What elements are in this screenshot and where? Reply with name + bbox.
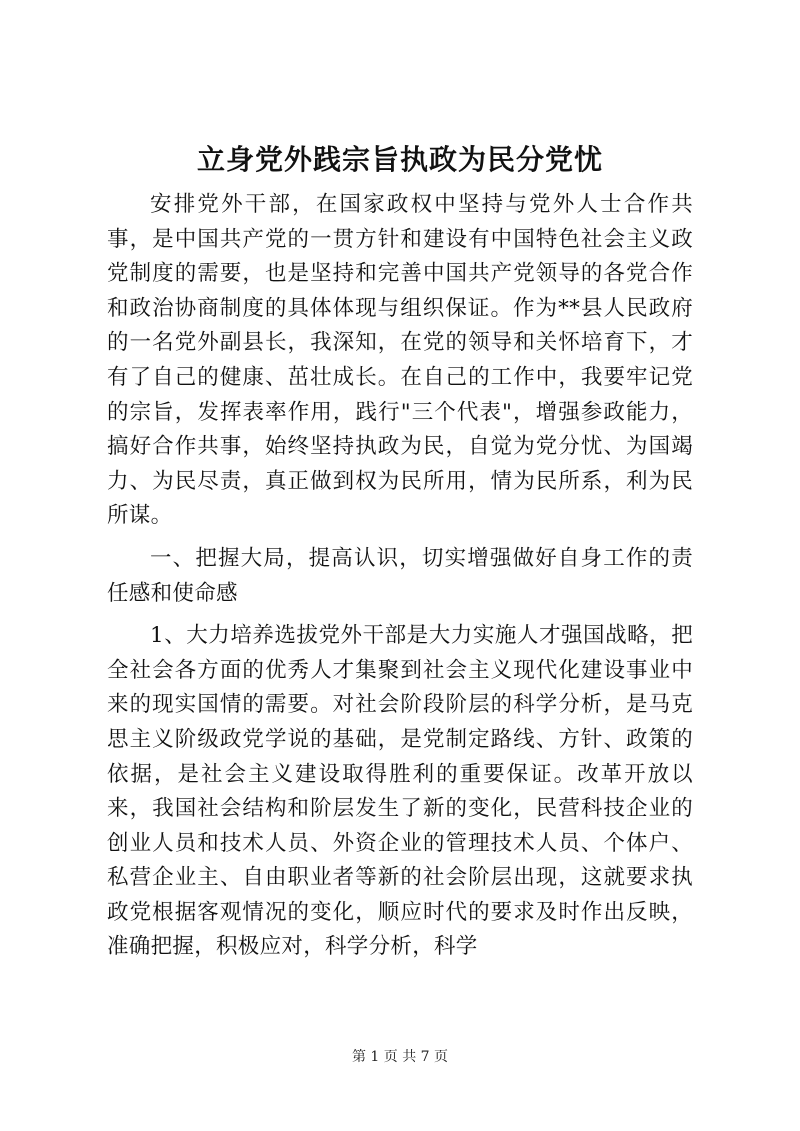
section-heading-1: 一、把握大局，提高认识，切实增强做好自身工作的责任感和使命感 bbox=[107, 545, 693, 606]
paragraph-intro: 安排党外干部，在国家政权中坚持与党外人士合作共事，是中国共产党的一贯方针和建设有中国特色社会主义政党制度的需要，也是坚持和完善中国共产党领导的各党合作和政治协商制度的具体体现与组织保证。作为**县人民政府的一名党外副县长，我深知，在党的领导和关怀培育下，才有了自己的健康、茁壮成长。在自己的工作中，我要牢记党的宗旨，发挥表率作用，践行"三个代表"，增强参政能力，搞好合作共事，始终坚持执政为民，自觉为党分忧、为国竭力、为民尽责，真正做到权为民所用，情为民所系，利为民所谋。 bbox=[107, 192, 693, 529]
page-number-footer: 第 1 页 共 7 页 bbox=[351, 1049, 449, 1065]
paragraph-point-1: 1、大力培养选拔党外干部是大力实施人才强国战略，把全社会各方面的优秀人才集聚到社会主义现代化建设事业中来的现实国情的需要。对社会阶段阶层的科学分析，是马克思主义阶级政党学说的基础，是党制定路线、方针、政策的依据，是社会主义建设取得胜利的重要保证。改革开放以来，我国社会结构和阶层发生了新的变化，民营科技企业的创业人员和技术人员、外资企业的管理技术人员、个体户、私营企业主、自由职业者等新的社会阶层出现，这就要求执政党根据客观情况的变化，顺应时代的要求及时作出反映，准确把握，积极应对，科学分析，科学 bbox=[107, 623, 693, 960]
document-body bbox=[107, 188, 693, 965]
document-title: 立身党外践宗旨执政为民分党忧 bbox=[196, 143, 603, 176]
